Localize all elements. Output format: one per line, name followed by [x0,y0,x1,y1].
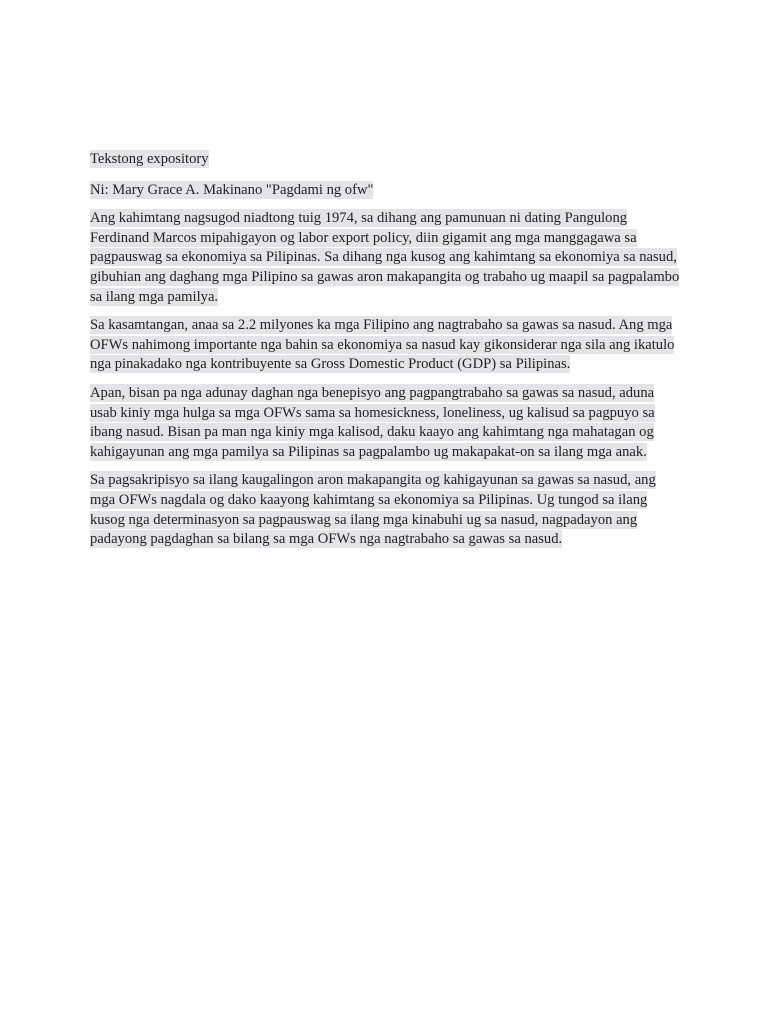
document-page [90,150,680,559]
author-line [90,181,680,201]
author-text: Ni: Mary Grace A. Makinano "Pagdami ng ofw" [90,181,374,198]
paragraph-4 [90,471,680,549]
paragraph-2 [90,316,680,375]
paragraph-1-text: Ang kahimtang nagsugod niadtong tuig 1974, sa dihang ang pamunuan ni dating Pangulong Ferdinand Marcos mipahigayon og labor export policy, diin gigamit ang mga manggagawa sa pagpauswag sa ekonomiya sa Pilipinas. Sa dihang nga kusog ang kahimtang sa ekonomiya sa nasud, gibuhian ang daghang mga Pilipino sa gawas aron makapangita og trabaho ug maapil sa pagpalambo sa ilang mga pamilya. [90,210,680,305]
paragraph-3-text: Apan, bisan pa nga adunay daghan nga benepisyo ang pagpangtrabaho sa gawas sa nasud, aduna usab kiniy mga hulga sa mga OFWs sama sa homesickness, loneliness, ug kalisud sa pagpuyo sa ibang nasud. Bisan pa man nga kiniy mga kalisod, daku kaayo ang kahimtang nga mahatagan og kahigayunan ang mga pamilya sa Pilipinas sa pagpalambo ug makapakat-on sa ilang mga anak. [90,384,655,460]
paragraph-1 [90,209,680,307]
document-title-line [90,150,680,170]
paragraph-3 [90,384,680,462]
document-title: Tekstong expository [90,151,209,167]
paragraph-2-text: Sa kasamtangan, anaa sa 2.2 milyones ka mga Filipino ang nagtrabaho sa gawas sa nasud. Ang mga OFWs nahimong importante nga bahin sa ekonomiya sa nasud kay gikonsiderar nga sila ang ikatulo nga pinakadako nga kontribuyente sa Gross Domestic Product (GDP) sa Pilipinas. [90,317,675,373]
paragraph-4-text: Sa pagsakripisyo sa ilang kaugalingon aron makapangita og kahigayunan sa gawas sa nasud, ang mga OFWs nagdala og dako kaayong kahimtang sa ekonomiya sa Pilipinas. Ug tungod sa ilang kusog nga determinasyon sa pagpauswag sa ilang mga kinabuhi ug sa nasud, nagpadayon ang padayong pagdaghan sa bilang sa mga OFWs nga nagtrabaho sa gawas sa nasud. [90,472,656,548]
